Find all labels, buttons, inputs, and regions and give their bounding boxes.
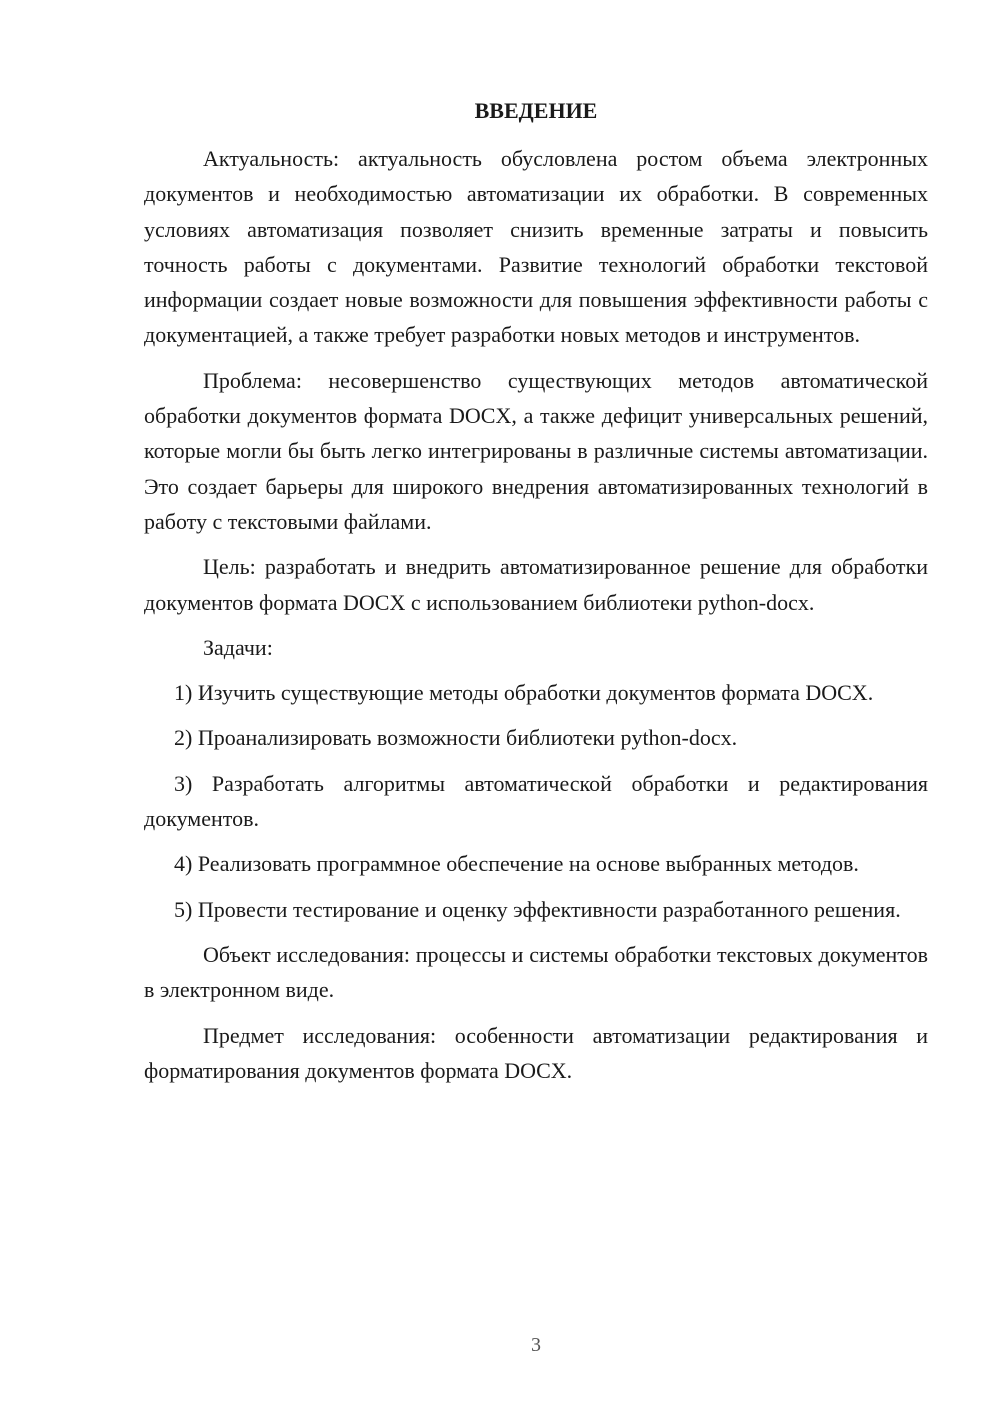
task-item-2: 2) Проанализировать возможности библиотеки python-docx. [174, 725, 738, 751]
paragraph-subject: Предмет исследования: особенности автоматизации редактирования и форматирования документов формата DOCX. [144, 1022, 928, 1083]
paragraph-relevance: Актуальность: актуальность обусловлена ростом объема электронных документов и необходимостью автоматизации их обработки. В современных условиях автоматизация позволяет снизить временные затраты и повысить точность работы с документами. Развитие технологий обработки текстовой информации создает новые возможности для повышения эффективности работы с документацией, а также требует разработки новых методов и инструментов. [144, 146, 928, 348]
paragraph-tasks-heading: Задачи: [203, 634, 273, 660]
page-number: 3 [531, 1334, 541, 1356]
paragraph-goal: Цель: разработать и внедрить автоматизированное решение для обработки документов формата DOCX с использованием библиотеки python-docx. [144, 554, 928, 615]
section-heading: ВВЕДЕНИЕ [474, 98, 598, 123]
document-page [144, 0, 928, 1414]
task-item-1: 1) Изучить существующие методы обработки документов формата DOCX. [174, 680, 874, 706]
document-body [144, 141, 928, 1098]
task-item-4: 4) Реализовать программное обеспечение на основе выбранных методов. [174, 851, 859, 877]
paragraph-object: Объект исследования: процессы и системы обработки текстовых документов в электронном виде. [144, 941, 928, 1003]
paragraph-problem: Проблема: несовершенство существующих методов автоматической обработки документов формата DOCX, а также дефицит универсальных решений, которые могли бы быть легко интегрированы в различные системы автоматизации. Это создает барьеры для широкого внедрения автоматизированных технологий в работу с текстовыми файлами. [144, 367, 928, 534]
task-item-5: 5) Провести тестирование и оценку эффективности разработанного решения. [174, 896, 901, 922]
task-item-3: 3) Разработать алгоритмы автоматической обработки и редактирования документов. [144, 770, 928, 832]
